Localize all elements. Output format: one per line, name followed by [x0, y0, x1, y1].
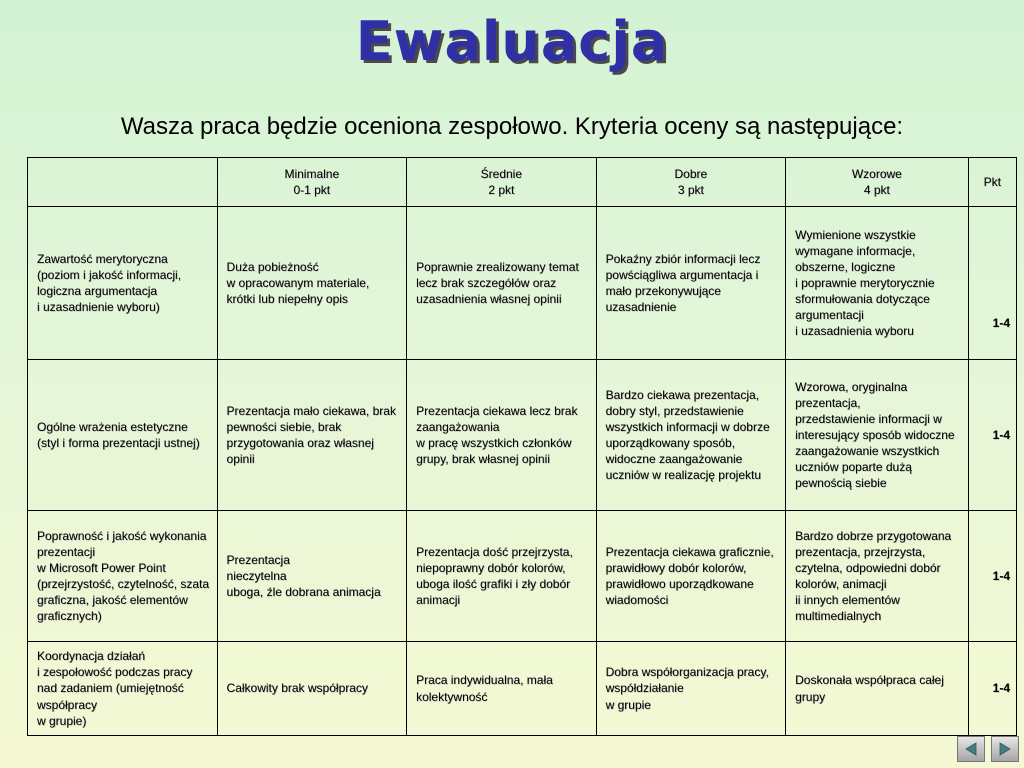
triangle-left-icon — [963, 741, 979, 757]
header-cell-empty — [28, 158, 218, 207]
header-cell-average: Średnie 2 pkt — [407, 158, 597, 207]
criterion-cell: Poprawność i jakość wykonania prezentacji w Microsoft Power Point (przejrzystość, czytelność, szata graficzna, jakość elementów graficznych) — [28, 511, 218, 642]
evaluation-table — [27, 157, 1017, 736]
average-cell: Poprawnie zrealizowany temat lecz brak szczegółów oraz uzasadnienia własnej opinii — [407, 207, 597, 360]
points-cell: 1-4 — [968, 642, 1016, 736]
table-row — [28, 207, 1017, 360]
points-cell: 1-4 — [968, 360, 1016, 511]
next-slide-button[interactable] — [991, 736, 1019, 762]
slide-title: Ewaluacja — [355, 10, 669, 73]
minimal-cell: Prezentacja mało ciekawa, brak pewności siebie, brak przygotowania oraz własnej opinii — [217, 360, 407, 511]
average-cell: Prezentacja ciekawa lecz brak zaangażowania w pracę wszystkich członków grupy, brak własnej opinii — [407, 360, 597, 511]
average-cell: Praca indywidualna, mała kolektywność — [407, 642, 597, 736]
table-row — [28, 642, 1017, 736]
excellent-cell: Wymienione wszystkie wymagane informacje, obszerne, logiczne i poprawnie merytorycznie sformułowania dotyczące argumentacji i uzasadnienia wyboru — [786, 207, 968, 360]
minimal-cell: Duża pobieżność w opracowanym materiale, krótki lub niepełny opis — [217, 207, 407, 360]
minimal-cell: Prezentacja nieczytelna uboga, źle dobrana animacja — [217, 511, 407, 642]
criterion-cell: Zawartość merytoryczna (poziom i jakość informacji, logiczna argumentacja i uzasadnienie wyboru) — [28, 207, 218, 360]
excellent-cell: Doskonała współpraca całej grupy — [786, 642, 968, 736]
header-cell-excellent: Wzorowe 4 pkt — [786, 158, 968, 207]
header-cell-good: Dobre 3 pkt — [596, 158, 786, 207]
table-row — [28, 360, 1017, 511]
header-cell-points: Pkt — [968, 158, 1016, 207]
points-cell: 1-4 — [968, 207, 1016, 360]
slide-subtitle: Wasza praca będzie oceniona zespołowo. Kryteria oceny są następujące: — [120, 113, 904, 140]
minimal-cell: Całkowity brak współpracy — [217, 642, 407, 736]
excellent-cell: Bardzo dobrze przygotowana prezentacja, przejrzysta, czytelna, odpowiedni dobór kolorów, animacji ii innych elementów multimedialnych — [786, 511, 968, 642]
good-cell: Dobra współorganizacja pracy, współdziałanie w grupie — [596, 642, 786, 736]
criterion-cell: Ogólne wrażenia estetyczne (styl i forma prezentacji ustnej) — [28, 360, 218, 511]
good-cell: Pokaźny zbiór informacji lecz powściągliwa argumentacja i mało przekonywujące uzasadnienie — [596, 207, 786, 360]
criterion-cell: Koordynacja działań i zespołowość podczas pracy nad zadaniem (umiejętność współpracy w grupie) — [28, 642, 218, 736]
header-cell-minimal: Minimalne 0-1 pkt — [217, 158, 407, 207]
triangle-right-icon — [997, 741, 1013, 757]
good-cell: Bardzo ciekawa prezentacja, dobry styl, przedstawienie wszystkich informacji w dobrze uporządkowany sposób, widoczne zaangażowanie uczniów w realizację projektu — [596, 360, 786, 511]
table-header-row — [28, 158, 1017, 207]
points-cell: 1-4 — [968, 511, 1016, 642]
excellent-cell: Wzorowa, oryginalna prezentacja, przedstawienie informacji w interesujący sposób widoczne zaangażowanie wszystkich uczniów poparte dużą pewnością siebie — [786, 360, 968, 511]
average-cell: Prezentacja dość przejrzysta, niepoprawny dobór kolorów, uboga ilość grafiki i zły dobór animacji — [407, 511, 597, 642]
previous-slide-button[interactable] — [957, 736, 985, 762]
table-row — [28, 511, 1017, 642]
good-cell: Prezentacja ciekawa graficznie, prawidłowy dobór kolorów, prawidłowo uporządkowane wiadomości — [596, 511, 786, 642]
